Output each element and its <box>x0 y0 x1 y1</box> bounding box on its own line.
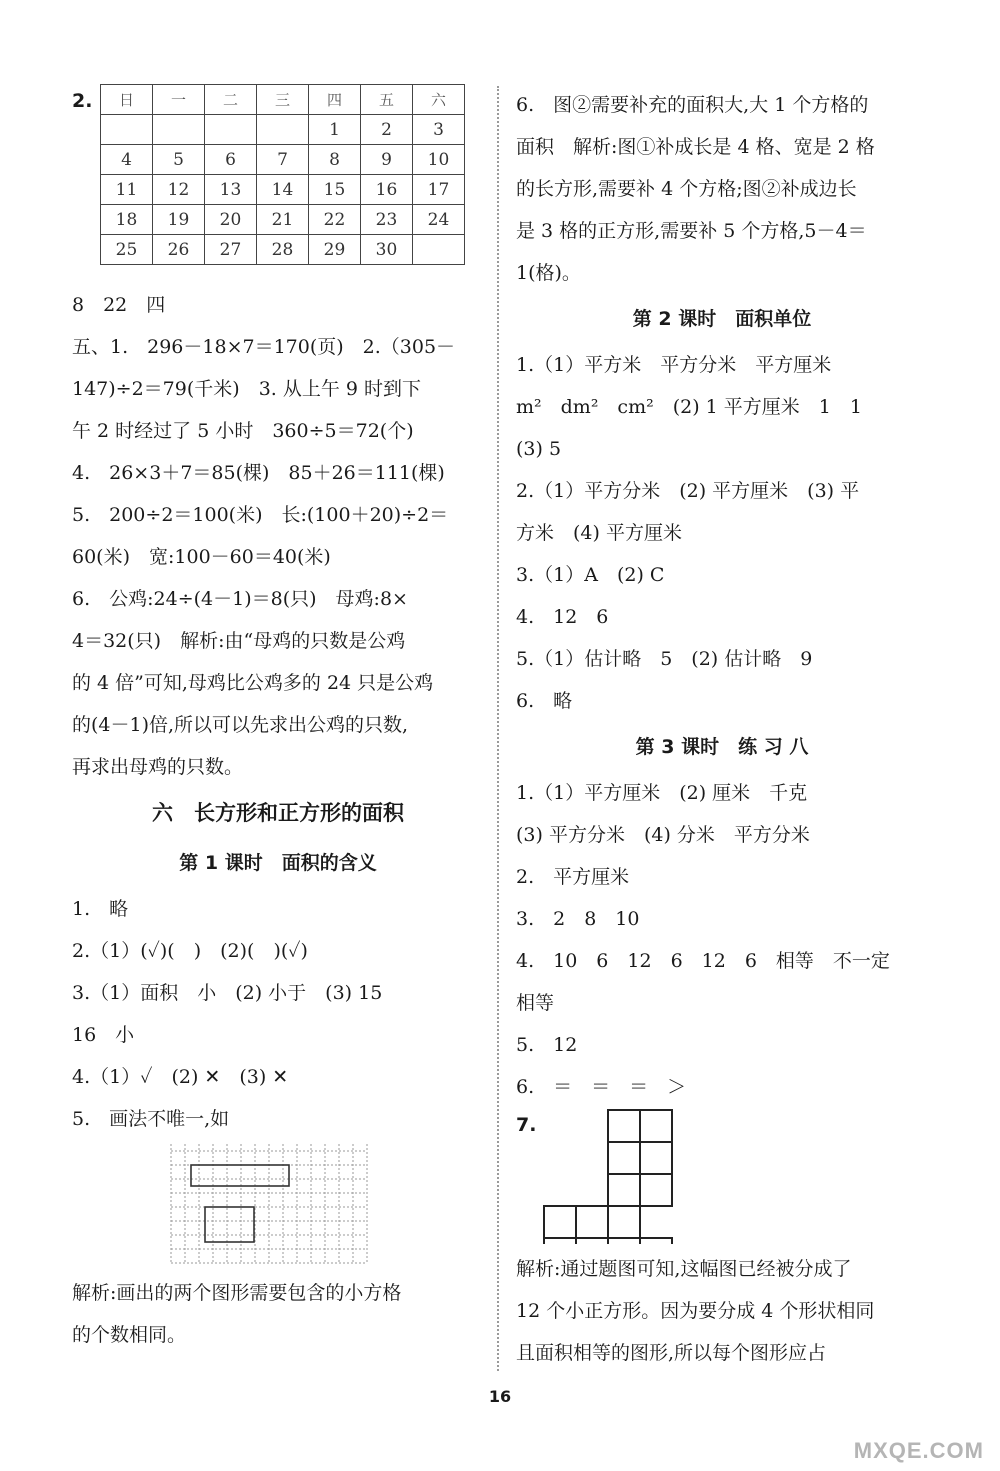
calendar-cell: 7 <box>257 145 309 175</box>
calendar-table <box>100 84 465 265</box>
section-title: 六 长方形和正方形的面积 <box>152 801 404 825</box>
calendar-cell: 16 <box>361 175 413 205</box>
answer-line: 面积 解析:图①补成长是 4 格、宽是 2 格 <box>516 136 875 158</box>
calendar-cell: 1 <box>309 115 361 145</box>
answer-line: 再求出母鸡的只数。 <box>72 756 244 778</box>
answer-line: 2.（1）平方分米 (2) 平方厘米 (3) 平 <box>516 480 860 502</box>
grid-square <box>576 1238 608 1244</box>
column-divider <box>497 86 499 1371</box>
calendar-cell: 9 <box>361 145 413 175</box>
analysis-line: 的个数相同。 <box>72 1324 187 1346</box>
grid-square <box>544 1206 576 1238</box>
answer-line: 6. 图②需要补充的面积大,大 1 个方格的 <box>516 94 869 116</box>
squares-drawing <box>542 1108 722 1244</box>
answer-line: 3.（1）A (2) C <box>516 564 665 586</box>
answer-line: 4. 10 6 12 6 12 6 相等 不一定 <box>516 950 890 972</box>
answer-line: 4＝32(只) 解析:由“母鸡的只数是公鸡 <box>72 630 406 652</box>
calendar-cell: 8 <box>309 145 361 175</box>
calendar-cell: 23 <box>361 205 413 235</box>
calendar-header-cell: 三 <box>257 85 309 115</box>
answer-line: 3.（1）面积 小 (2) 小于 (3) 15 <box>72 982 383 1004</box>
answer-line: 1. 略 <box>72 898 129 920</box>
answer-line: 是 3 格的正方形,需要补 5 个方格,5－4＝ <box>516 220 867 242</box>
calendar-cell: 19 <box>153 205 205 235</box>
answer-line: 3. 2 8 10 <box>516 908 640 930</box>
answer-line: 5. 200÷2＝100(米) 长:(100＋20)÷2＝ <box>72 504 449 526</box>
answer-line: 方米 (4) 平方厘米 <box>516 522 682 544</box>
question-number: 2. <box>72 90 93 112</box>
calendar-header-cell: 五 <box>361 85 413 115</box>
q7-figure <box>516 1108 928 1248</box>
analysis-line: 解析:画出的两个图形需要包含的小方格 <box>72 1282 402 1304</box>
left-column <box>72 84 484 1356</box>
calendar-cell <box>413 235 465 265</box>
calendar-cell: 22 <box>309 205 361 235</box>
calendar-header-cell: 一 <box>153 85 205 115</box>
answer-line: 6. 公鸡:24÷(4－1)＝8(只) 母鸡:8× <box>72 588 408 610</box>
calendar-cell: 20 <box>205 205 257 235</box>
answer-line: 的 4 倍”可知,母鸡比公鸡多的 24 只是公鸡 <box>72 672 434 694</box>
answer-line: 147)÷2＝79(千米) 3. 从上午 9 时到下 <box>72 378 422 400</box>
lesson-1-title: 第 1 课时 面积的含义 <box>179 852 377 874</box>
answer-line: (3) 5 <box>516 438 562 460</box>
page-number: 16 <box>488 1387 512 1406</box>
calendar-cell: 4 <box>101 145 153 175</box>
answer-line: 4. 12 6 <box>516 606 609 628</box>
calendar-cell: 21 <box>257 205 309 235</box>
answer-line: 1.（1）平方米 平方分米 平方厘米 <box>516 354 832 376</box>
calendar-header-cell: 二 <box>205 85 257 115</box>
answer-line: 5. 12 <box>516 1034 578 1056</box>
calendar-cell: 28 <box>257 235 309 265</box>
answer-line: 6. 略 <box>516 690 573 712</box>
grid-square <box>576 1206 608 1238</box>
calendar-cell: 5 <box>153 145 205 175</box>
answer-line: 6. ＝ ＝ ＝ ＞ <box>516 1076 687 1098</box>
calendar-cell: 13 <box>205 175 257 205</box>
answer-line: 相等 <box>516 992 555 1014</box>
lesson-3-title: 第 3 课时 练 习 八 <box>635 736 809 758</box>
answer-line: 1(格)。 <box>516 262 581 284</box>
answer-line: 1.（1）平方厘米 (2) 厘米 千克 <box>516 782 808 804</box>
watermark: MXQE.COM <box>853 1438 984 1463</box>
answer-line: m² dm² cm² (2) 1 平方厘米 1 1 <box>516 396 862 418</box>
answer-line: 60(米) 宽:100－60＝40(米) <box>72 546 331 568</box>
lesson-2-title: 第 2 课时 面积单位 <box>632 308 812 330</box>
calendar-cell: 26 <box>153 235 205 265</box>
calendar-cell: 17 <box>413 175 465 205</box>
answer-line: 5. 画法不唯一,如 <box>72 1108 230 1130</box>
answer-line: (3) 平方分米 (4) 分米 平方分米 <box>516 824 810 846</box>
calendar-cell: 6 <box>205 145 257 175</box>
answer-line: 的长方形,需要补 4 个方格;图②补成边长 <box>516 178 857 200</box>
analysis-line: 解析:通过题图可知,这幅图已经被分成了 <box>516 1258 852 1280</box>
grid-square <box>640 1142 672 1174</box>
answer-line: 五、1. 296－18×7＝170(页) 2.（305－ <box>72 336 456 358</box>
grid-square <box>608 1142 640 1174</box>
answer-line: 4.（1）✓ (2) ✕ (3) ✕ <box>72 1066 289 1088</box>
answer-line: 的(4－1)倍,所以可以先求出公鸡的只数, <box>72 714 409 736</box>
analysis-line: 12 个小正方形。因为要分成 4 个形状相同 <box>516 1300 875 1322</box>
answer-line: 8 22 四 <box>72 294 166 316</box>
answer-line: 4. 26×3＋7＝85(棵) 85＋26＝111(棵) <box>72 462 445 484</box>
calendar-cell: 15 <box>309 175 361 205</box>
answer-line: 2.（1）(✓)( ) (2)( )(✓) <box>72 940 308 962</box>
calendar-header-cell: 日 <box>101 85 153 115</box>
calendar-cell: 24 <box>413 205 465 235</box>
calendar-question <box>72 84 484 284</box>
answer-line: 16 小 <box>72 1024 135 1046</box>
calendar-cell: 14 <box>257 175 309 205</box>
calendar-cell: 29 <box>309 235 361 265</box>
answer-line: 2. 平方厘米 <box>516 866 630 888</box>
calendar-cell <box>153 115 205 145</box>
calendar-cell <box>101 115 153 145</box>
calendar-cell <box>257 115 309 145</box>
grid-square <box>544 1238 576 1244</box>
question-number: 7. <box>516 1114 537 1136</box>
calendar-cell: 25 <box>101 235 153 265</box>
grid-square <box>640 1238 672 1244</box>
calendar-cell: 11 <box>101 175 153 205</box>
right-column <box>516 84 928 1374</box>
calendar-cell: 30 <box>361 235 413 265</box>
calendar-cell: 18 <box>101 205 153 235</box>
grid-square <box>608 1206 640 1238</box>
grid-square <box>608 1238 640 1244</box>
grid-square <box>608 1110 640 1142</box>
grid-figure <box>72 1144 484 1272</box>
calendar-header-cell: 四 <box>309 85 361 115</box>
calendar-header-cell: 六 <box>413 85 465 115</box>
answer-line: 午 2 时经过了 5 小时 360÷5＝72(个) <box>72 420 414 442</box>
calendar-cell: 10 <box>413 145 465 175</box>
calendar-cell: 2 <box>361 115 413 145</box>
grid-square <box>608 1174 640 1206</box>
calendar-cell: 27 <box>205 235 257 265</box>
calendar-cell: 3 <box>413 115 465 145</box>
calendar-cell <box>205 115 257 145</box>
grid-square <box>640 1110 672 1142</box>
grid-square <box>640 1174 672 1206</box>
answer-line: 5.（1）估计略 5 (2) 估计略 9 <box>516 648 813 670</box>
analysis-line: 且面积相等的图形,所以每个图形应占 <box>516 1342 827 1364</box>
calendar-cell: 12 <box>153 175 205 205</box>
grid-drawing <box>170 1144 380 1268</box>
